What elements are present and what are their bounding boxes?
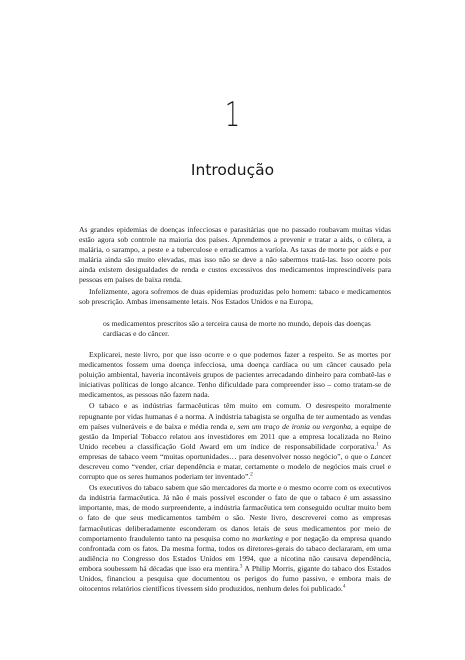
paragraph-4-text-c: As empresas de tabaco veem “muitas oportunidades… para desenvolver nosso negócio”, o que o bbox=[79, 441, 391, 461]
footnote-marker: 2 bbox=[250, 472, 253, 478]
paragraph-4-text-b: , a equipe de gestão da Imperial Tobacco relatou aos investidores em 2011 que a empresa localizada no Reino Unido recebeu a classificação Gold Award em um índice de responsabilidade corporativa. bbox=[79, 421, 391, 451]
footnote-marker: 4 bbox=[342, 584, 346, 590]
chapter-body bbox=[79, 225, 391, 594]
paragraph-5-italic-word: marketing bbox=[252, 533, 283, 543]
paragraph-5-text-a: Os executivos do tabaco sabem que são mercadores da morte e o mesmo ocorre com os executivos da indústria farmacêutica. Já não é mais possível esconder o fato de que o tabaco é um assassino importante, mas, de modo surpreendente, a indústria farmacêutica tem conseguido ocultar muito bem o fato de que seus medicamentos também o são. Neste livro, descreverei como as empresas farmacêuticas deliberadamente esconderam os danos letais de seus medicamentos por meio de comportamento fraudulento tanto na pesquisa como no bbox=[79, 483, 391, 543]
paragraph-4 bbox=[79, 401, 391, 482]
footnote-marker: 1 bbox=[376, 442, 379, 448]
paragraph-4-italic-phrase: sem um traço de ironia ou vergonha bbox=[237, 421, 351, 431]
paragraph-4-text-d: descreveu como “vender, criar dependência e matar, certamente o modelo de negócios mais cruel e corrupto que os seres humanos poderiam ter inventado”. bbox=[79, 461, 391, 482]
paragraph-5-text-c: A Philip Morris, gigante do tabaco dos Estados Unidos, financiou a pesquisa que documentou os perigos do fumo passivo, e embora mais de oitocentos relatórios científicos tivessem sido produzidos, nenhum deles foi publicado. bbox=[79, 563, 391, 594]
paragraph-5 bbox=[79, 483, 391, 594]
paragraph-4-text-a: O tabaco e as indústrias farmacêuticas têm muito em comum. O desrespeito moralmente repugnante por vidas humanas é a norma. A indústria tabagista se orgulha de ter aumentado as vendas em países vulneráveis e de baixa e média renda e, bbox=[79, 401, 391, 431]
paragraph-1: As grandes epidemias de doenças infecciosas e parasitárias que no passado roubavam muitas vidas estão agora sob controle na maioria dos países. Aprendemos a prevenir e tratar a aids, o cólera, a malária, o sarampo, a peste e a tuberculose e erradicamos a varíola. As taxas de morte por aids e por malária ainda são muito elevadas, mas isso não se deve a não sabermos tratá-las. Isso ocorre pois ainda existem desigualdades de renda e custos excessivos dos medicamentos imprescindíveis para pessoas em países de baixa renda. bbox=[79, 225, 391, 285]
paragraph-2: Infelizmente, agora sofremos de duas epidemias produzidas pelo homem: tabaco e medicamentos sob prescrição. Ambas imensamente letais. Nos Estados Unidos e na Europa, bbox=[79, 286, 391, 306]
footnote-marker: 3 bbox=[239, 564, 243, 570]
chapter-number: 1 bbox=[224, 95, 241, 135]
journal-name: Lancet bbox=[370, 451, 391, 461]
paragraph-3: Explicarei, neste livro, por que isso ocorre e o que podemos fazer a respeito. Se as mortes por medicamentos fossem uma doença infecciosa, uma doença cardíaca ou um câncer causado pela poluição ambiental, haveria incontáveis grupos de pacientes arrecadando dinheiro para combatê-las e iniciativas políticas de longo alcance. Tenho dificuldade para compreender isso – como tratam-se de medicamentos, as pessoas não fazem nada. bbox=[79, 349, 391, 400]
paragraph-5-text-b: e por negação da empresa quando confrontada com os fatos. Da mesma forma, todos os diretores-gerais do tabaco declararam, em uma audiência no Congresso dos Estados Unidos em 1994, que a nicotina não causava dependência, embora soubessem há décadas que isso era mentira. bbox=[79, 533, 392, 573]
chapter-title: Introdução bbox=[190, 161, 275, 179]
block-quote: os medicamentos prescritos são a terceira causa de morte no mundo, depois das doenças cardíacas e do câncer. bbox=[103, 318, 371, 338]
